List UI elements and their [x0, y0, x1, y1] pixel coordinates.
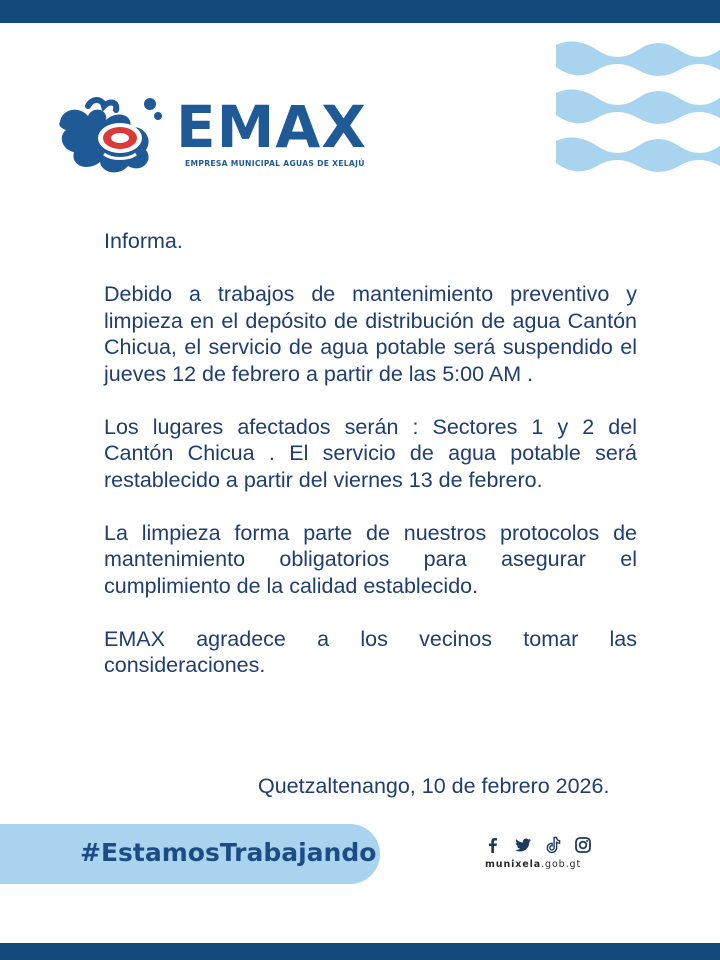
facebook-icon[interactable]	[484, 836, 502, 854]
notice-paragraph-3: La limpieza forma parte de nuestros protocolos de mantenimiento obligatorios para asegurar el cumplimiento de la calidad establecido.	[104, 520, 637, 598]
notice-greeting: Informa.	[104, 229, 183, 253]
logo-title: EMAX	[176, 93, 367, 161]
top-bar	[0, 0, 720, 23]
tiktok-icon[interactable]	[544, 836, 562, 854]
notice-body	[104, 228, 637, 705]
notice-signature: Quetzaltenango, 10 de febrero 2026.	[258, 774, 610, 798]
hashtag-text: #EstamosTrabajando	[80, 838, 377, 867]
website-tld: .gob.gt	[541, 859, 582, 870]
instagram-icon[interactable]	[574, 836, 592, 854]
logo-subtitle: EMPRESA MUNICIPAL AGUAS DE XELAJÚ	[185, 159, 365, 168]
website-url[interactable]	[485, 859, 581, 870]
website-domain: munixela	[485, 859, 542, 870]
social-icons	[484, 836, 594, 856]
bottom-bar	[0, 943, 720, 960]
social-block	[484, 836, 594, 876]
waves-decoration	[556, 40, 720, 190]
logo-emblem-icon	[58, 94, 170, 174]
emax-logo	[58, 94, 398, 176]
twitter-icon[interactable]	[514, 836, 532, 854]
notice-paragraph-4: EMAX agradece a los vecinos tomar las consideraciones.	[104, 626, 637, 677]
notice-paragraph-2: Los lugares afectados serán : Sectores 1 y 2 del Cantón Chicua . El servicio de agua potable será restablecido a partir del viernes 13 de febrero.	[104, 414, 637, 492]
notice-paragraph-1: Debido a trabajos de mantenimiento preventivo y limpieza en el depósito de distribución de agua Cantón Chicua, el servicio de agua potable será suspendido el jueves 12 de febrero a partir de las 5:00 AM .	[104, 282, 637, 386]
